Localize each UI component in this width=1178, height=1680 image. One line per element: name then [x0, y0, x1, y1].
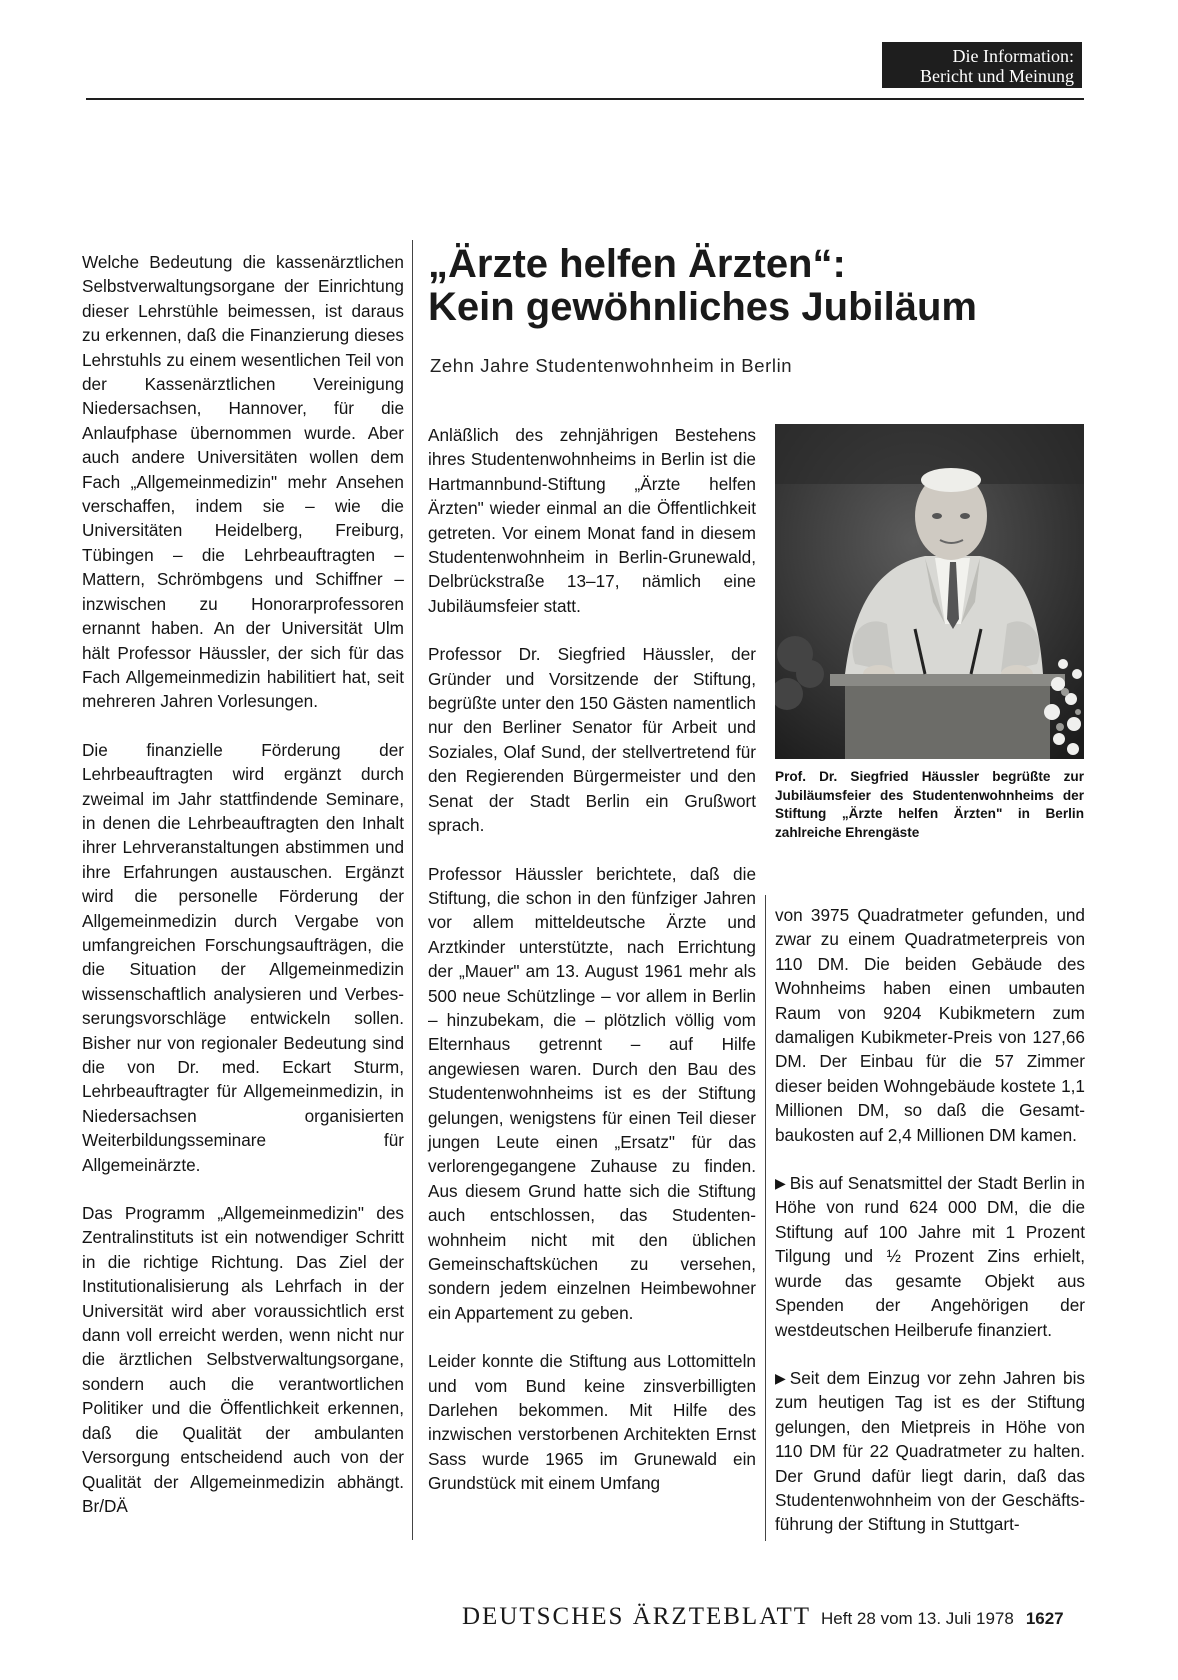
page-number: 1627: [1025, 1609, 1064, 1628]
bullet-triangle-icon: ▶: [775, 1175, 786, 1192]
page-footer: [462, 1603, 1084, 1633]
speaker-photo: [775, 424, 1084, 759]
right-paragraph-3-text: Seit dem Einzug vor zehn Jahren bis zum heutigen Tag ist es der Stiftung gelungen, den Mietpreis in Höhe von 110 DM für 22 Quadratmeter zu halten. Der Grund dafür liegt darin, daß das Studentenwohnheim von der Geschäftsführung der Stiftung in Stuttgart-: [775, 1367, 1085, 1535]
issue-info: Heft 28 vom 13. Juli 1978: [821, 1609, 1014, 1628]
right-paragraph-2-text: Bis auf Senatsmittel der Stadt Berlin in Höhe von rund 624 000 DM, die die Stiftung auf 100 Jahre mit 1 Prozent Tilgung und ½ Prozent Zins erhielt, wurde das gesamte Objekt aus Spenden der Angehörigen der westdeutschen Heilberufe finanziert.: [775, 1173, 1085, 1340]
right-paragraph-2: [775, 1171, 1085, 1342]
section-label-line2: Bericht und Meinung: [920, 66, 1074, 86]
right-paragraph-3: [775, 1366, 1085, 1537]
middle-paragraph-2: Professor Dr. Siegfried Häussler, der Gründer und Vorsitzende der Stiftung, begrüßte unter den 150 Gästen namentlich nur den Berliner Senator für Arbeit und Soziales, Olaf Sund, der stellvertretend für den Regierenden Bürgermeister und den Senat der Stadt Berlin ein Grußwort sprach.: [428, 644, 756, 836]
middle-paragraph-1: Anläßlich des zehnjährigen Bestehens ihres Studentenwohnheims in Berlin ist die Hartmannbund-Stiftung „Ärzte helfen Ärzten" wieder einmal an die Öffentlichkeit getreten. Vor einem Monat fand in diesem Studentenwohnheim in Berlin-Grunewald, Delbrückstraße 13–17, nämlich eine Jubiläumsfeier statt.: [428, 425, 756, 616]
section-label-line1: Die Information:: [952, 46, 1074, 66]
magazine-name: DEUTSCHES ÄRZTEBLATT: [462, 1603, 812, 1630]
middle-paragraph-3: Professor Häussler berichtete, daß die Stiftung, die schon in den fünfziger Jahren vor allem mitteldeutsche Ärzte und Arztkinder unterstützte, nach Errichtung der „Mauer" am 13. August 1961 mehr als 500 neue Schützlinge – vor allem in Berlin – hinzubekam, die – plötzlich völlig vom Elternhaus getrennt – auf Hilfe angewiesen waren. Durch den Bau des Studentenwohnheims ist es der Stiftung gelungen, wenigstens für einen Teil dieser jungen Leute einen „Ersatz" für das verlorengegangene Zuhause zu finden. Aus diesem Grund hatte sich die Stiftung auch entschlossen, das Studentenwohnheim nicht mit den üblichen Gemeinschaftsküchen zu versehen, sondern jedem einzelnen Heimbewohner ein Appartement zu geben.: [428, 863, 756, 1323]
article-title-line1: „Ärzte helfen Ärzten“:: [428, 242, 846, 286]
middle-paragraph-4: Leider konnte die Stiftung aus Lottomitteln und vom Bund keine zinsverbilligten Darlehen bekommen. Mit Hilfe des inzwischen verstorbenen Architekten Ernst Sass wurde 1965 im Grunewald ein Grundstück mit einem Umfang: [428, 1351, 756, 1494]
header-rule: [86, 98, 1084, 100]
photo-caption: Prof. Dr. Siegfried Häussler begrüßte zur Jubiläumsfeier des Studentenwohnheims der Stiftung „Ärzte helfen Ärzten" in Berlin zahlreiche Ehrengäste: [775, 769, 1084, 840]
bullet-triangle-icon: ▶: [775, 1369, 786, 1386]
left-paragraph-2: Die finanzielle Förderung der Lehrbeauftragten wird ergänzt durch zweimal im Jahr stattfindende Seminare, in denen die Lehrbeauftragten den Inhalt ihrer Lehrveranstaltungen abstimmen und ihre Erfahrungen austauschen. Ergänzt wird die personelle Förderung der Allgemeinmedizin durch Vergabe von umfangreichen Forschungsaufträgen, die die Situation der Allgemeinmedizin wissenschaftlich analysieren und Verbesserungsvorschläge entwickeln sollen. Bisher nur von regionaler Bedeutung sind die von Dr. med. Eckart Sturm, Lehrbeauftragter für Allgemeinmedizin, in Niedersachsen organisierten Weiterbildungsseminare für Allgemeinärzte.: [82, 739, 404, 1175]
section-label: [882, 42, 1082, 88]
right-paragraph-1: von 3975 Quadratmeter gefunden, und zwar zu einem Quadratmeterpreis von 110 DM. Die beiden Gebäude des Wohnheims haben einen umbauten Raum von 9204 Kubikmetern zum damaligen Kubikmeter-Preis von 127,66 DM. Der Einbau für die 57 Zimmer dieser beiden Wohngebäude kostete 1,1 Millionen DM, so daß die Gesamtbaukosten auf 2,4 Millionen DM kamen.: [775, 905, 1085, 1145]
right-column: [775, 903, 1085, 1561]
middle-column: [428, 423, 756, 1520]
speaker-photo-illustration: [775, 424, 1084, 759]
article-title: [428, 243, 1068, 329]
article-title-line2: Kein gewöhnliches Jubiläum: [428, 285, 977, 329]
column-divider-left: [412, 240, 413, 1540]
left-column: [82, 250, 404, 1542]
article-subtitle: Zehn Jahre Studentenwohnheim in Berlin: [430, 355, 793, 376]
column-divider-right: [765, 895, 766, 1541]
left-paragraph-1: Welche Bedeutung die kassenärztlichen Selbstverwaltungsorgane der Einrichtung dieser Lehrstühle beimessen, ist daraus zu erkennen, daß die Finanzierung dieses Lehrstuhls zu einem wesentlichen Teil von der Kassenärztlichen Vereinigung Niedersachsen, Hannover, für die Anlaufphase übernommen wurde. Aber auch andere Universitäten wollen dem Fach „Allgemeinmedizin" mehr Ansehen verschaffen, indem sie – wie die Universitäten Heidelberg, Freiburg, Tübingen – die Lehrbeauftragten – Mattern, Schrömbgens und Schiffner – inzwischen zu Honorarprofessoren ernannt haben. An der Universität Ulm hält Professor Häussler, der sich für das Fach Allgemeinmedizin habilitiert hat, seit mehreren Jahren Vorlesungen.: [82, 252, 404, 712]
left-paragraph-3: Das Programm „Allgemeinmedizin" des Zentralinstituts ist ein notwendiger Schritt in die richtige Richtung. Das Ziel der Institutionalisierung als Lehrfach in der Universität wird aber voraussichtlich erst dann voll erreicht werden, wenn nicht nur die ärztlichen Selbstverwaltungsorgane, sondern auch die verantwortlichen Politiker und die Öffentlichkeit erkennen, daß die Qualität der ambulanten Versorgung entscheidend auch von der Qualität der Allgemeinmedizin abhängt. Br/DÄ: [82, 1203, 404, 1516]
